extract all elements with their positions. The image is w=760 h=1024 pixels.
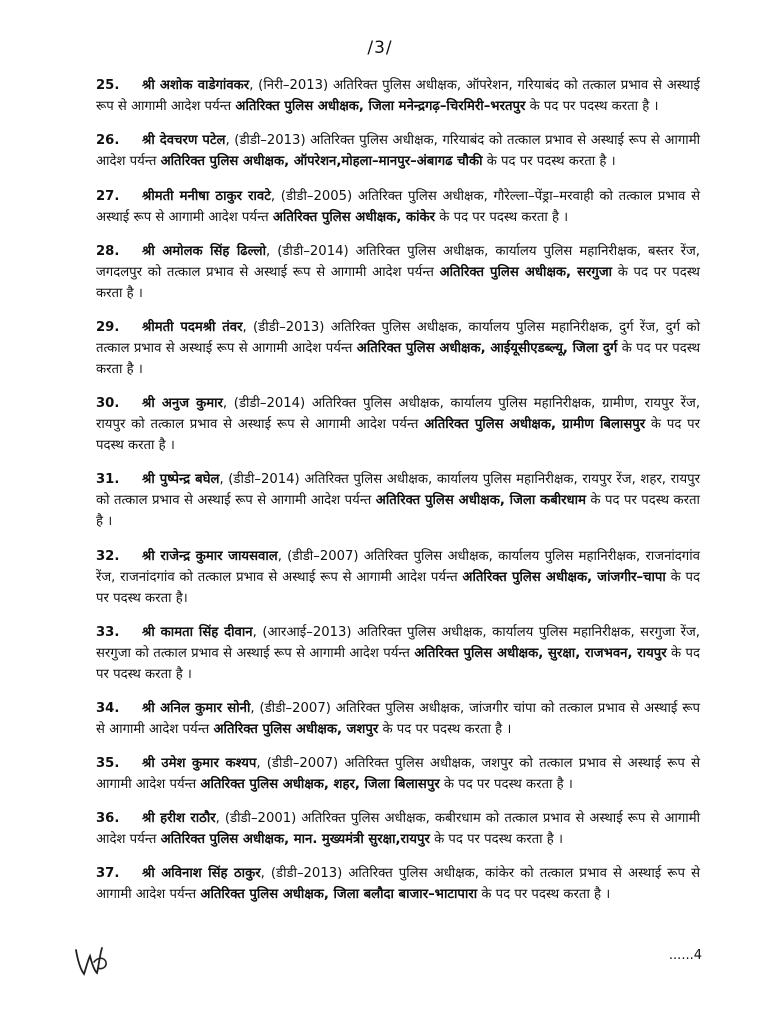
order-entry <box>96 753 700 795</box>
entry-closing: के पद पर पदस्थ करता है । <box>477 887 611 903</box>
entry-closing: के पद पर पदस्थ करता है । <box>96 264 700 301</box>
entry-closing: के पद पर पदस्थ करता है । <box>96 417 700 454</box>
entry-closing: के पद पर पदस्थ करता है । <box>435 209 569 225</box>
entry-closing: के पद पर पदस्थ करता है। <box>96 569 700 606</box>
order-entry <box>96 863 700 905</box>
order-entry <box>96 186 700 228</box>
entry-number: 34. <box>96 700 120 716</box>
entry-number: 35. <box>96 756 120 772</box>
new-posting: अतिरिक्त पुलिस अधीक्षक, जशपुर <box>213 721 379 737</box>
officer-name: श्रीमती पदमश्री तंवर <box>142 319 243 335</box>
entry-body: , (डीडी–2014) अतिरिक्त पुलिस अधीक्षक, कार्यालय पुलिस महानिरीक्षक, रायपुर रेंज, शहर, रायपुर को तत्काल प्रभाव से अस्थाई रूप से आगामी आदेश पर्यन्त <box>96 472 700 509</box>
entry-body: , (आरआई–2013) अतिरिक्त पुलिस अधीक्षक, कार्यालय पुलिस महानिरीक्षक, सरगुजा रेंज, सरगुजा को तत्काल प्रभाव से अस्थाई रूप से आगामी आदेश पर्यन्त <box>96 624 700 661</box>
entry-body: , (डीडी–2007) अतिरिक्त पुलिस अधीक्षक, जशपुर को तत्काल प्रभाव से अस्थाई रूप से आगामी आदेश पर्यन्त <box>96 756 700 793</box>
entry-body: , (डीडी–2007) अतिरिक्त पुलिस अधीक्षक, कार्यालय पुलिस महानिरीक्षक, राजनांदगांव रेंज, राजनांदगांव को तत्काल प्रभाव से अस्थाई रूप से आगामी आदेश पर्यन्त <box>96 548 700 585</box>
new-posting: अतिरिक्त पुलिस अधीक्षक, शहर, जिला बिलासपुर <box>200 777 440 793</box>
officer-name: श्री अमोलक सिंह ढिल्लो <box>142 243 266 259</box>
entry-body: , (डीडी–2013) अतिरिक्त पुलिस अधीक्षक, कांकेर को तत्काल प्रभाव से अस्थाई रूप से आगामी आदेश पर्यन्त <box>96 866 701 903</box>
entry-closing: के पद पर पदस्थ करता है । <box>429 832 563 848</box>
handwritten-initial-icon <box>72 940 112 980</box>
order-entry <box>96 469 700 532</box>
new-posting: अतिरिक्त पुलिस अधीक्षक, ऑपरेशन,मोहला–मानपुर–अंबागढ चौकी <box>160 154 483 170</box>
new-posting: अतिरिक्त पुलिस अधीक्षक, सुरक्षा, राजभवन, रायपुर <box>414 645 667 661</box>
new-posting: अतिरिक्त पुलिस अधीक्षक, आईयूसीएडब्ल्यू, जिला दुर्ग <box>356 340 618 356</box>
entry-number: 37. <box>96 866 120 882</box>
order-entry <box>96 317 700 380</box>
entry-number: 36. <box>96 811 120 827</box>
order-entry <box>96 546 700 609</box>
entry-number: 25. <box>96 78 120 94</box>
new-posting: अतिरिक्त पुलिस अधीक्षक, मान. मुख्यमंत्री सुरक्षा,रायपुर <box>160 832 430 848</box>
page-number: /3/ <box>367 38 393 58</box>
order-entry <box>96 622 700 685</box>
entry-body: , (डीडी–2014) अतिरिक्त पुलिस अधीक्षक, कार्यालय पुलिस महानिरीक्षक, बस्तर रेंज, जगदलपुर को तत्काल प्रभाव से अस्थाई रूप से आगामी आदेश पर्यन्त <box>96 243 700 280</box>
order-entries-list <box>96 62 700 918</box>
officer-name: श्री अशोक वाडेगांवकर <box>142 78 250 94</box>
order-entry <box>96 393 700 456</box>
officer-name: श्री कामता सिंह दीवान <box>142 624 253 640</box>
officer-name: श्री पुष्पेन्द्र बघेल <box>142 472 220 488</box>
entry-body: , (निरी–2013) अतिरिक्त पुलिस अधीक्षक, ऑपरेशन, गरियाबंद को तत्काल प्रभाव से अस्थाई रूप से आगामी आदेश पर्यन्त <box>96 78 700 115</box>
entry-number: 26. <box>96 133 120 149</box>
officer-name: श्री राजेन्द्र कुमार जायसवाल <box>142 548 278 564</box>
entry-body: , (डीडी–2007) अतिरिक्त पुलिस अधीक्षक, जांजगीर चांपा को तत्काल प्रभाव से अस्थाई रूप से आगामी आदेश पर्यन्त <box>96 700 700 737</box>
officer-name: श्री उमेश कुमार कश्यप <box>142 756 257 772</box>
entry-body: , (डीडी–2014) अतिरिक्त पुलिस अधीक्षक, कार्यालय पुलिस महानिरीक्षक, ग्रामीण, रायपुर रेंज, रायपुर को तत्काल प्रभाव से अस्थाई रूप से आगामी आदेश पर्यन्त <box>96 396 701 433</box>
new-posting: अतिरिक्त पुलिस अधीक्षक, कांकेर <box>272 209 436 225</box>
officer-name: श्री अनुज कुमार <box>142 396 223 412</box>
new-posting: अतिरिक्त पुलिस अधीक्षक, जांजगीर–चापा <box>462 569 666 585</box>
entry-body: , (डीडी–2005) अतिरिक्त पुलिस अधीक्षक, गौरेल्ला–पेंड्रा–मरवाही को तत्काल प्रभाव से अस्थाई रूप से आगामी आदेश पर्यन्त <box>96 188 700 225</box>
order-entry <box>96 130 700 172</box>
new-posting: अतिरिक्त पुलिस अधीक्षक, ग्रामीण बिलासपुर <box>424 417 646 433</box>
officer-name: श्री देवचरण पटेल <box>142 133 226 149</box>
entry-closing: के पद पर पदस्थ करता है । <box>96 340 701 377</box>
new-posting: अतिरिक्त पुलिस अधीक्षक, सरगुजा <box>439 264 613 280</box>
officer-name: श्री हरीश राठौर <box>142 811 216 827</box>
officer-name: श्री अविनाश सिंह ठाकुर <box>142 866 261 882</box>
entry-number: 30. <box>96 396 120 412</box>
entry-closing: के पद पर पदस्थ करता है । <box>439 777 573 793</box>
new-posting: अतिरिक्त पुलिस अधीक्षक, जिला बलौदा बाजार–भाटापारा <box>200 887 478 903</box>
order-entry <box>96 75 700 117</box>
entry-number: 28. <box>96 243 120 259</box>
order-entry <box>96 241 700 304</box>
entry-body: , (डीडी–2001) अतिरिक्त पुलिस अधीक्षक, कबीरधाम को तत्काल प्रभाव से अस्थाई रूप से आगामी आदेश पर्यन्त <box>96 811 700 848</box>
order-entry <box>96 808 700 850</box>
entry-number: 33. <box>96 624 120 640</box>
entry-closing: के पद पर पदस्थ करता है । <box>525 99 659 115</box>
entry-body: , (डीडी–2013) अतिरिक्त पुलिस अधीक्षक, गरियाबंद को तत्काल प्रभाव से अस्थाई रूप से आगामी आदेश पर्यन्त <box>96 133 701 170</box>
officer-name: श्री अनिल कुमार सोनी <box>142 700 251 716</box>
entry-closing: के पद पर पदस्थ करता है । <box>96 645 700 682</box>
entry-number: 27. <box>96 188 120 204</box>
entry-body: , (डीडी–2013) अतिरिक्त पुलिस अधीक्षक, कार्यालय पुलिस महानिरीक्षक, दुर्ग रेंज, दुर्ग को तत्काल प्रभाव से अस्थाई रूप से आगामी आदेश पर्यन्त <box>96 319 700 356</box>
new-posting: अतिरिक्त पुलिस अधीक्षक, जिला कबीरधाम <box>375 493 586 509</box>
entry-number: 32. <box>96 548 120 564</box>
entry-number: 31. <box>96 472 120 488</box>
order-entry <box>96 698 700 740</box>
entry-closing: के पद पर पदस्थ करता है । <box>482 154 616 170</box>
new-posting: अतिरिक्त पुलिस अधीक्षक, जिला मनेन्द्रगढ़–चिरमिरी–भरतपुर <box>235 99 526 115</box>
entry-closing: के पद पर पदस्थ करता है । <box>378 721 512 737</box>
next-page-marker: ......4 <box>668 948 702 963</box>
entry-number: 29. <box>96 319 120 335</box>
entry-closing: के पद पर पदस्थ करता है । <box>96 493 700 530</box>
officer-name: श्रीमती मनीषा ठाकुर रावटे <box>142 188 271 204</box>
